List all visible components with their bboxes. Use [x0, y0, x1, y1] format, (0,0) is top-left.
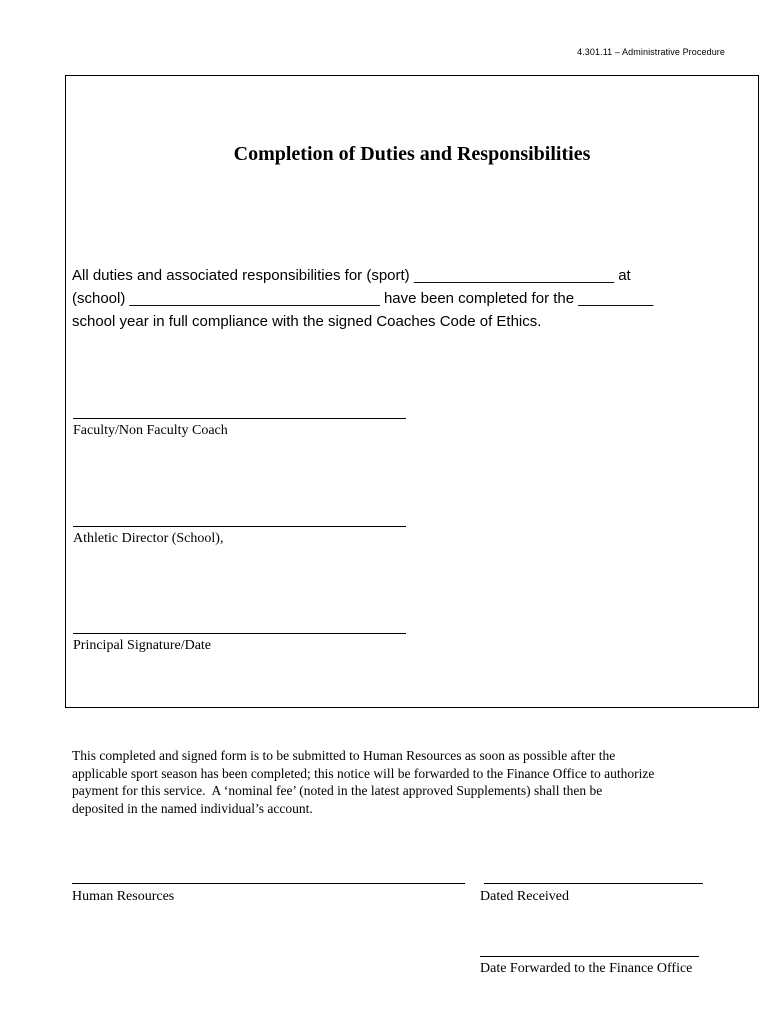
date-forwarded-line[interactable]: [480, 956, 699, 957]
athletic-director-signature-line[interactable]: [73, 526, 406, 527]
human-resources-signature-line[interactable]: [72, 883, 465, 884]
form-title: Completion of Duties and Responsibilities: [233, 143, 591, 165]
notice-line-2: applicable sport season has been completed; this notice will be forwarded to the Finance Office to authorize: [72, 765, 655, 781]
notice-line-3: payment for this service. A ‘nominal fee’ (noted in the latest approved Supplements) shall then be: [72, 783, 603, 798]
coach-signature-label: Faculty/Non Faculty Coach: [73, 423, 228, 438]
statement-line-3: school year in full compliance with the signed Coaches Code of Ethics.: [72, 313, 542, 330]
document-reference: 4.301.11 – Administrative Procedure: [577, 47, 725, 57]
dated-received-label: Dated Received: [480, 889, 570, 904]
statement-line-1: All duties and associated responsibilities for (sport) ________________________ at: [72, 267, 631, 284]
statement-line-2: (school) ______________________________ have been completed for the _________: [72, 290, 654, 307]
date-forwarded-label: Date Forwarded to the Finance Office: [480, 961, 693, 976]
dated-received-line[interactable]: [484, 883, 703, 884]
form-box: [65, 75, 759, 708]
human-resources-label: Human Resources: [72, 889, 175, 904]
notice-line-4: deposited in the named individual’s account.: [72, 800, 313, 816]
principal-signature-line[interactable]: [73, 633, 406, 634]
principal-signature-label: Principal Signature/Date: [73, 638, 212, 653]
athletic-director-signature-label: Athletic Director (School),: [73, 531, 224, 546]
notice-line-1: This completed and signed form is to be submitted to Human Resources as soon as possible after the: [72, 748, 616, 763]
coach-signature-line[interactable]: [73, 418, 406, 419]
